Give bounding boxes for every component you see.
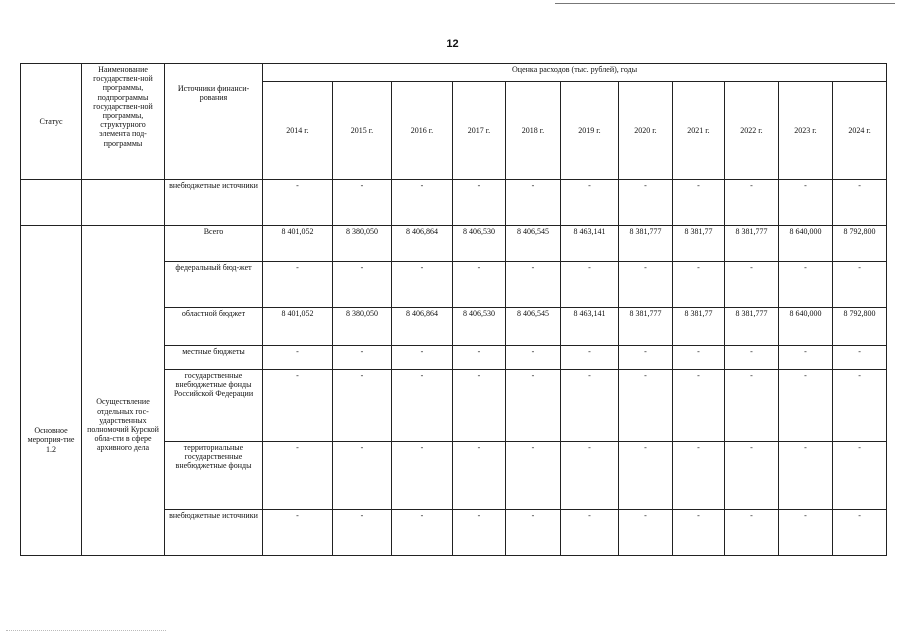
value-cell: 8 381,77	[673, 308, 725, 346]
value-cell: -	[392, 370, 453, 442]
header-name: Наименование государствен-ной программы, подпрограммы государствен-ной программы, структурного элемента под-программы	[82, 64, 165, 180]
value-cell: -	[392, 442, 453, 510]
top-rule	[555, 3, 895, 4]
value-cell: 8 381,777	[619, 226, 673, 262]
value-cell: -	[333, 180, 392, 226]
value-cell: -	[779, 346, 833, 370]
value-cell: -	[673, 442, 725, 510]
year-header: 2018 г.	[506, 82, 561, 180]
value-cell: -	[725, 346, 779, 370]
value-cell: -	[263, 346, 333, 370]
value-cell: -	[673, 510, 725, 556]
value-cell: -	[725, 510, 779, 556]
header-sources: Источники финанси-рования	[165, 64, 263, 180]
value-cell: 8 381,777	[619, 308, 673, 346]
value-cell: -	[619, 370, 673, 442]
value-cell: -	[619, 510, 673, 556]
value-cell: -	[453, 262, 506, 308]
empty-status-cell	[21, 180, 82, 226]
value-cell: -	[561, 370, 619, 442]
value-cell: -	[561, 180, 619, 226]
value-cell: 8 640,000	[779, 308, 833, 346]
value-cell: 8 381,77	[673, 226, 725, 262]
year-header: 2017 г.	[453, 82, 506, 180]
value-cell: -	[453, 370, 506, 442]
source-label: государственные внебюджетные фонды Российской Федерации	[165, 370, 263, 442]
value-cell: -	[833, 346, 887, 370]
value-cell: -	[779, 510, 833, 556]
source-label: Всего	[165, 226, 263, 262]
value-cell: -	[619, 442, 673, 510]
value-cell: -	[725, 370, 779, 442]
value-cell: -	[561, 442, 619, 510]
value-cell: 8 406,864	[392, 308, 453, 346]
page-number: 12	[446, 38, 459, 50]
value-cell: -	[333, 442, 392, 510]
value-cell: 8 406,545	[506, 308, 561, 346]
bottom-scan-mark	[6, 630, 166, 631]
source-label: областной бюджет	[165, 308, 263, 346]
year-header: 2016 г.	[392, 82, 453, 180]
value-cell: -	[619, 346, 673, 370]
value-cell: -	[725, 262, 779, 308]
value-cell: 8 401,052	[263, 226, 333, 262]
value-cell: -	[725, 180, 779, 226]
year-header: 2020 г.	[619, 82, 673, 180]
budget-table	[20, 63, 887, 556]
value-cell: -	[561, 262, 619, 308]
value-cell: -	[779, 370, 833, 442]
header-estimate: Оценка расходов (тыс. рублей), годы	[263, 64, 887, 82]
source-label: федеральный бюд-жет	[165, 262, 263, 308]
value-cell: -	[333, 262, 392, 308]
value-cell: -	[392, 346, 453, 370]
value-cell: -	[333, 510, 392, 556]
value-cell: 8 640,000	[779, 226, 833, 262]
value-cell: 8 401,052	[263, 308, 333, 346]
value-cell: -	[561, 346, 619, 370]
source-label: внебюджетные источники	[165, 510, 263, 556]
measure-name: Осуществление отдельных гос-ударственных полномочий Курской обла-сти в сфере архивного дела	[82, 226, 165, 556]
value-cell: -	[561, 510, 619, 556]
value-cell: -	[619, 262, 673, 308]
value-cell: -	[725, 442, 779, 510]
value-cell: -	[333, 346, 392, 370]
source-label: территориальные государственные внебюджетные фонды	[165, 442, 263, 510]
value-cell: -	[673, 370, 725, 442]
value-cell: 8 406,530	[453, 308, 506, 346]
value-cell: -	[833, 442, 887, 510]
value-cell: -	[392, 180, 453, 226]
value-cell: -	[673, 346, 725, 370]
value-cell: -	[392, 510, 453, 556]
year-header: 2024 г.	[833, 82, 887, 180]
value-cell: -	[263, 370, 333, 442]
value-cell: 8 406,864	[392, 226, 453, 262]
value-cell: 8 792,800	[833, 226, 887, 262]
value-cell: -	[506, 370, 561, 442]
value-cell: -	[506, 510, 561, 556]
measure-status: Основное мероприя-тие 1.2	[21, 226, 82, 556]
source-label: местные бюджеты	[165, 346, 263, 370]
value-cell: -	[619, 180, 673, 226]
value-cell: -	[673, 180, 725, 226]
year-header: 2019 г.	[561, 82, 619, 180]
year-header: 2014 г.	[263, 82, 333, 180]
value-cell: -	[833, 510, 887, 556]
value-cell: -	[392, 262, 453, 308]
value-cell: 8 381,777	[725, 226, 779, 262]
value-cell: 8 463,141	[561, 226, 619, 262]
value-cell: 8 463,141	[561, 308, 619, 346]
value-cell: 8 792,800	[833, 308, 887, 346]
year-header: 2023 г.	[779, 82, 833, 180]
value-cell: 8 406,545	[506, 226, 561, 262]
value-cell: 8 406,530	[453, 226, 506, 262]
header-status: Статус	[21, 64, 82, 180]
value-cell: -	[833, 262, 887, 308]
value-cell: 8 380,050	[333, 226, 392, 262]
value-cell: -	[779, 442, 833, 510]
value-cell: -	[833, 180, 887, 226]
value-cell: -	[506, 346, 561, 370]
value-cell: -	[453, 346, 506, 370]
value-cell: -	[263, 442, 333, 510]
value-cell: -	[779, 180, 833, 226]
value-cell: -	[673, 262, 725, 308]
empty-name-cell	[82, 180, 165, 226]
value-cell: 8 381,777	[725, 308, 779, 346]
year-header: 2015 г.	[333, 82, 392, 180]
value-cell: -	[263, 510, 333, 556]
value-cell: -	[453, 442, 506, 510]
value-cell: -	[506, 442, 561, 510]
source-label: внебюджетные источники	[165, 180, 263, 226]
value-cell: -	[453, 180, 506, 226]
value-cell: 8 380,050	[333, 308, 392, 346]
value-cell: -	[779, 262, 833, 308]
year-header: 2021 г.	[673, 82, 725, 180]
value-cell: -	[833, 370, 887, 442]
year-header: 2022 г.	[725, 82, 779, 180]
value-cell: -	[333, 370, 392, 442]
value-cell: -	[453, 510, 506, 556]
value-cell: -	[263, 262, 333, 308]
value-cell: -	[506, 262, 561, 308]
value-cell: -	[506, 180, 561, 226]
value-cell: -	[263, 180, 333, 226]
